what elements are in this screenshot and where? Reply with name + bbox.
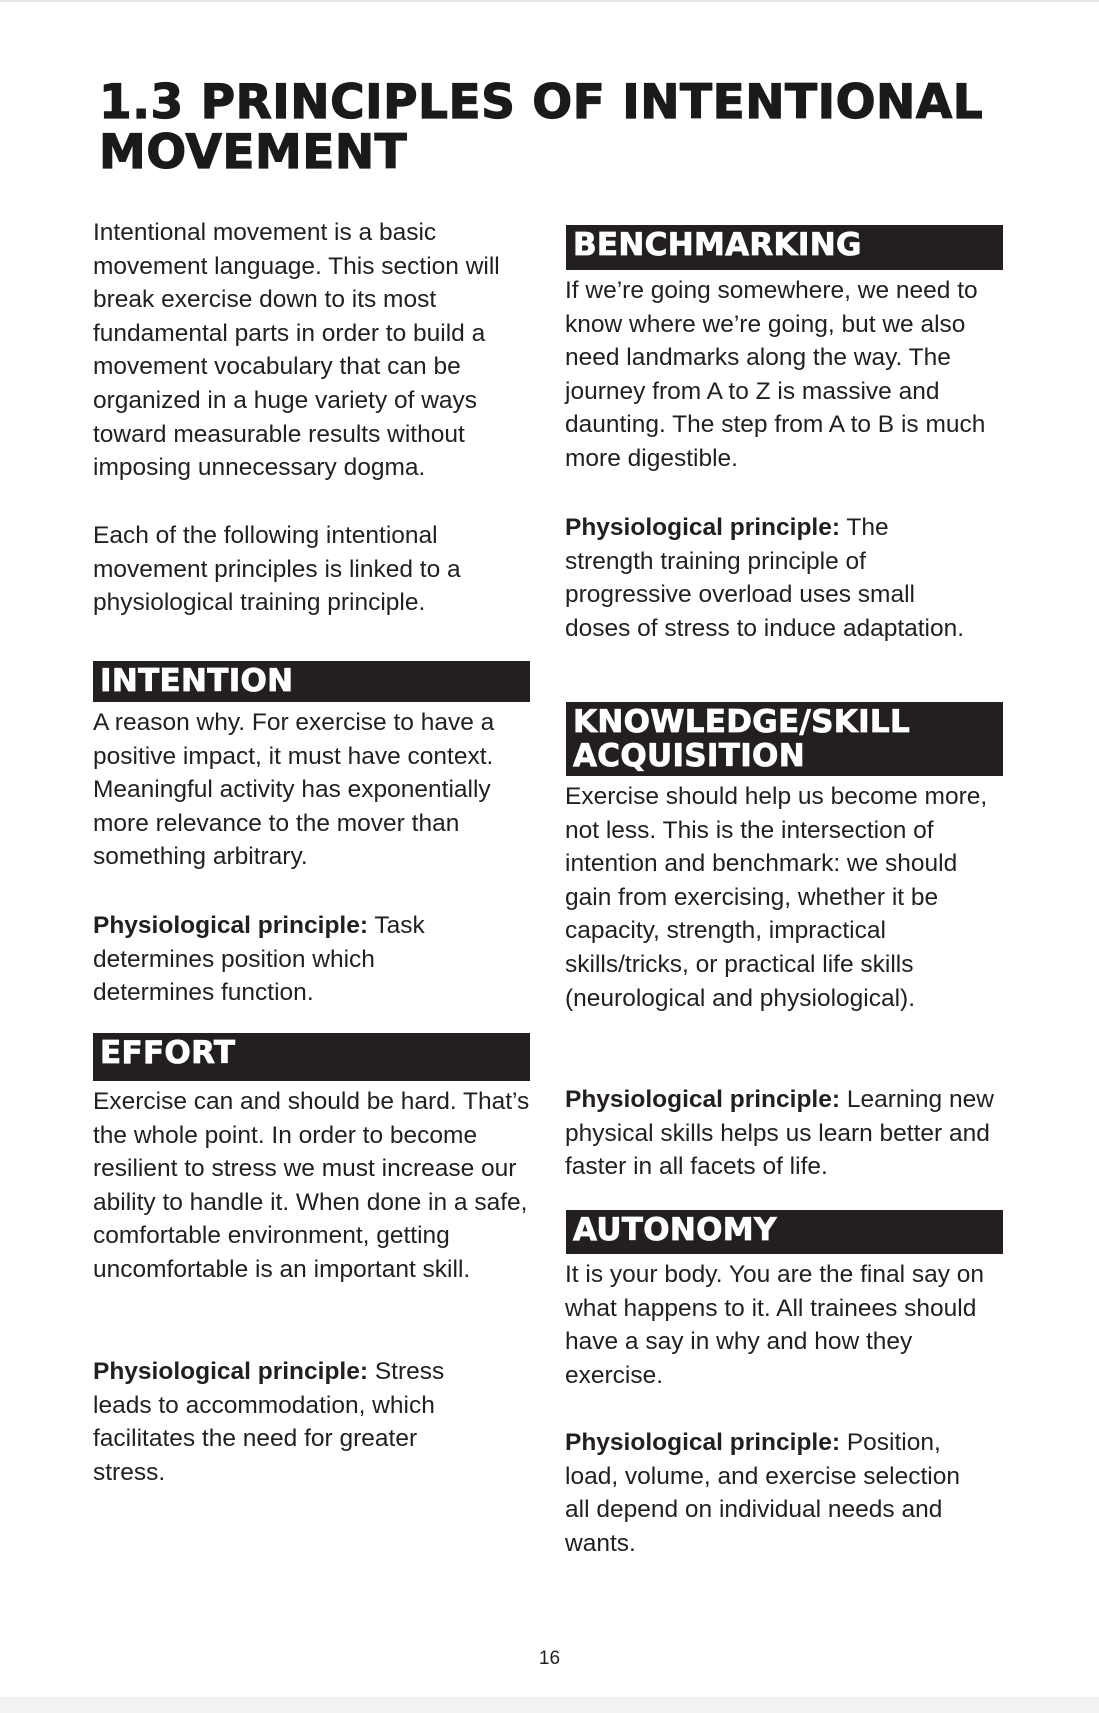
section-heading-intention: INTENTION [93, 661, 530, 702]
bottom-band [0, 1697, 1099, 1713]
autonomy-body: It is your body. You are the final say on what happens to it. All trainees should have a say in why and how they exercise. [565, 1261, 985, 1389]
knowledge-principle [565, 1083, 1005, 1184]
knowledge-principle-text: Learning new physical skills helps us learn better and faster in all facets of life. [565, 1086, 994, 1181]
section-heading-benchmarking: BENCHMARKING [566, 225, 1003, 270]
section-heading-autonomy: AUTONOMY [566, 1210, 1003, 1254]
intention-principle [93, 909, 473, 1010]
principle-label: Physiological principle: [565, 1429, 841, 1456]
section-heading-knowledge-skill-acquisition: KNOWLEDGE/SKILL ACQUISITION [566, 702, 1003, 776]
principle-label: Physiological principle: [565, 514, 841, 541]
effort-principle-text: Stress leads to accommodation, which facilitates the need for greater stress. [93, 1358, 445, 1486]
principle-label: Physiological principle: [93, 1358, 369, 1385]
knowledge-body: Exercise should help us become more, not less. This is the intersection of intention and benchmark: we should gain from exercising, whether it be capacity, strength, impractical skills/tricks, or practical life skills (neurological and physiological). [565, 783, 988, 1012]
top-rule [0, 0, 1099, 2]
section-heading-effort: EFFORT [93, 1033, 530, 1081]
intro-paragraph-2: Each of the following intentional movement principles is linked to a physiological training principle. [93, 522, 461, 617]
page-number: 16 [538, 1648, 561, 1669]
principle-label: Physiological principle: [93, 912, 369, 939]
page-title: 1.3 PRINCIPLES OF INTENTIONAL MOVEMENT [99, 75, 984, 180]
autonomy-principle [565, 1426, 985, 1560]
intention-body: A reason why. For exercise to have a positive impact, it must have context. Meaningful activity has exponentially more relevance to the mover than something arbitrary. [93, 709, 495, 871]
benchmarking-body: If we’re going somewhere, we need to know where we’re going, but we also need landmarks along the way. The journey from A to Z is massive and daunting. The step from A to B is much more digestible. [565, 277, 986, 472]
intro-paragraph-1: Intentional movement is a basic movement language. This section will break exercise down to its most fundamental parts in order to build a movement vocabulary that can be organized in a huge variety of ways toward measurable results without imposing unnecessary dogma. [93, 219, 500, 482]
intention-principle-text: Task determines position which determines function. [93, 912, 425, 1007]
benchmarking-principle [565, 511, 965, 645]
effort-principle [93, 1355, 493, 1489]
principle-label: Physiological principle: [565, 1086, 841, 1113]
benchmarking-principle-text: The strength training principle of progressive overload uses small doses of stress to induce adaptation. [565, 514, 965, 642]
effort-body: Exercise can and should be hard. That’s the whole point. In order to become resilient to stress we must increase our ability to handle it. When done in a safe, comfortable environment, getting uncomfortable is an important skill. [93, 1088, 530, 1283]
autonomy-principle-text: Position, load, volume, and exercise selection all depend on individual needs and wants. [565, 1429, 960, 1557]
